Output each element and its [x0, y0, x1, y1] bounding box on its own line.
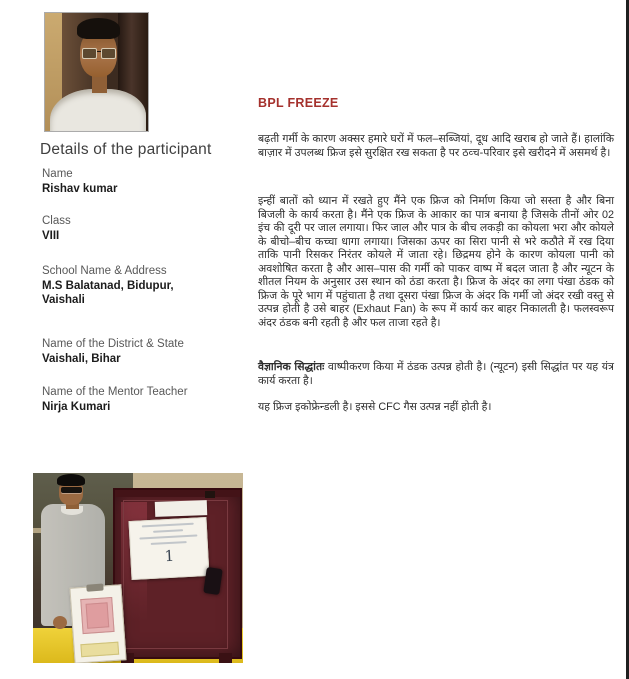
field-name-value: Rishav kumar — [42, 183, 118, 195]
field-school — [42, 265, 222, 307]
field-school-label: School Name & Address — [42, 265, 167, 277]
clipboard-sketch — [80, 597, 114, 634]
participant-figure-hair — [57, 474, 85, 486]
clipboard-clip — [86, 584, 103, 592]
label-scribble — [151, 541, 187, 545]
field-mentor-teacher — [42, 386, 222, 414]
field-name-label: Name — [42, 168, 73, 180]
cabinet-label-number: 1 — [164, 546, 175, 566]
participant-photo — [44, 12, 149, 132]
article-heading: BPL FREEZE — [258, 96, 339, 110]
cabinet-top-edge — [115, 490, 240, 497]
participant-hair — [77, 18, 120, 39]
field-name — [42, 168, 222, 196]
label-scribble — [139, 534, 197, 539]
field-mentor-teacher-value: Nirja Kumari — [42, 401, 111, 413]
details-section-title: Details of the participant — [40, 141, 212, 158]
glasses-left-lens — [82, 48, 97, 59]
field-school-value: M.S Balatanad, Bidupur, Vaishali — [42, 280, 174, 306]
clipboard — [69, 584, 126, 663]
clipboard-sketch-caption-area — [80, 642, 119, 658]
participant-figure-hand — [53, 616, 67, 629]
field-class-value: VIII — [42, 230, 60, 242]
field-district-state-value: Vaishali, Bihar — [42, 353, 121, 365]
cabinet-top-label — [155, 500, 207, 517]
cabinet-hinge — [205, 491, 215, 498]
field-class-label: Class — [42, 215, 71, 227]
field-mentor-teacher-label: Name of the Mentor Teacher — [42, 386, 188, 398]
article-paragraph-4: यह फ्रिज इकोफ्रेन्डली है। इससे CFC गैस उत्पन्न नहीं होती है। — [258, 401, 492, 413]
label-scribble — [153, 529, 183, 533]
article-paragraph-2: इन्हीं बातों को ध्यान में रखते हुए मैंने एक फ्रिज को निर्माण किया जो सस्ता है और बिना बिजली के कार्य करता है। मैंने एक फ्रिज के आकार का पात्र बनाया है जिसके तीनों ओर 02 इंच की दूरी पर जाल लगाया। फिर जाल और पात्र के बीच लकड़ी का कोयला भरा और कोयले के बीचो–बीच कच्चा धागा लगाया। जिसका ऊपर का सिरा पानी से भरे कठौते में रख दिया ताकि पानी रिसकर निरंतर कोयले में जाता रहे। छिद्रमय होने के कारण कोयला पानी को अवशोषित करता है और आस–पास की गर्मी को पाकर वाष्प में बदल जाता है और न्यूटन के शीतल नियम के अनुसार उस स्थान को ठंडा करता है। फ्रिज के अंदर का लगा पंखा ठंडक को फ्रिज के पूरे भाग में पहुंचाता है तथा दूसरा पंखा फ्रिज के अंदर कि गर्मी जो अंदर रखी वस्तु से उत्पन्न होती है उसे बाहर (Exhaut Fan) के रूप में कार्य कर बाहर निकालती है। फलस्वरूप अंदर ठंडक बनी रहती है और फल ताजा रहते है। — [258, 195, 614, 329]
cabinet-main-label — [129, 517, 210, 580]
article-paragraph-1: बढ़ती गर्मी के कारण अक्सर हमारे घरों में फल–सब्जियां, दूध आदि खराब हो जाते हैं। हालांकि बाज़ार में उपलब्ध फ्रिज इसे सुरक्षित रख सकता है पर ठव्च-परिवार इसे खरीदने में असमर्थ है। — [258, 133, 614, 159]
field-class — [42, 215, 222, 243]
glasses-right-lens — [101, 48, 116, 59]
project-photo — [33, 473, 243, 663]
participant-shirt — [50, 89, 146, 132]
glasses-icon — [82, 48, 116, 58]
scientific-principle-label: वैज्ञानिक सिद्धांतः — [258, 361, 325, 373]
bpl-freeze-cabinet — [113, 488, 242, 659]
sunglasses-icon — [61, 487, 82, 493]
field-district-state — [42, 338, 222, 366]
label-scribble — [142, 523, 194, 528]
scientific-principle-text: वाष्पीकरण किया में ठंडक उत्पन्न होती है। (न्यूटन) इसी सिद्धांत पर यह यंत्र कार्य करता है। — [258, 361, 614, 387]
article-paragraph-principle — [258, 361, 614, 388]
field-district-state-label: Name of the District & State — [42, 338, 184, 350]
cabinet-right-leg — [219, 653, 232, 663]
clipboard-sketch-inner — [86, 602, 110, 628]
